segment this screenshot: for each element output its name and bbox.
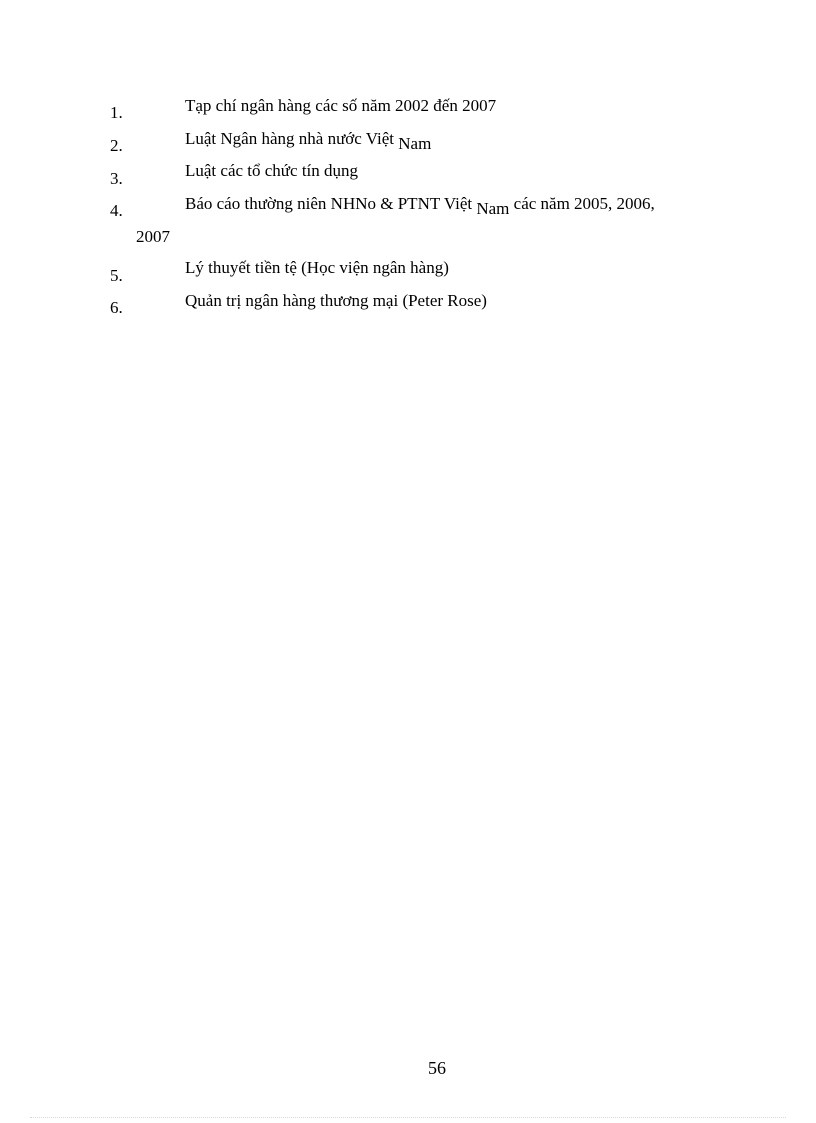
reference-continuation: 2007 [136,227,170,246]
reference-text: Tạp chí ngân hàng các số năm 2002 đến 2007 [185,96,497,115]
reference-number: 6. [110,298,123,317]
reference-number: 1. [110,103,123,122]
reference-text [185,194,655,218]
reference-text-part: Luật Ngân hàng nhà nước Việt [185,129,395,148]
reference-text-part: Nam [476,199,510,218]
reference-text: Quản trị ngân hàng thương mại (Peter Rose) [185,291,487,310]
reference-number: 2. [110,136,123,155]
reference-number: 4. [110,201,123,220]
reference-text: Luật các tổ chức tín dụng [185,161,359,180]
reference-text [185,129,432,153]
reference-text-part: các năm 2005, 2006, [513,194,655,213]
reference-text: Lý thuyết tiền tệ (Học viện ngân hàng) [185,258,449,277]
page-number: 56 [428,1058,446,1078]
page-bottom-divider [30,1117,786,1118]
reference-text-part: Báo cáo thường niên NHNo & PTNT Việt [185,194,473,213]
reference-text-part: Nam [398,134,432,153]
reference-number: 3. [110,169,123,188]
reference-number: 5. [110,266,123,285]
